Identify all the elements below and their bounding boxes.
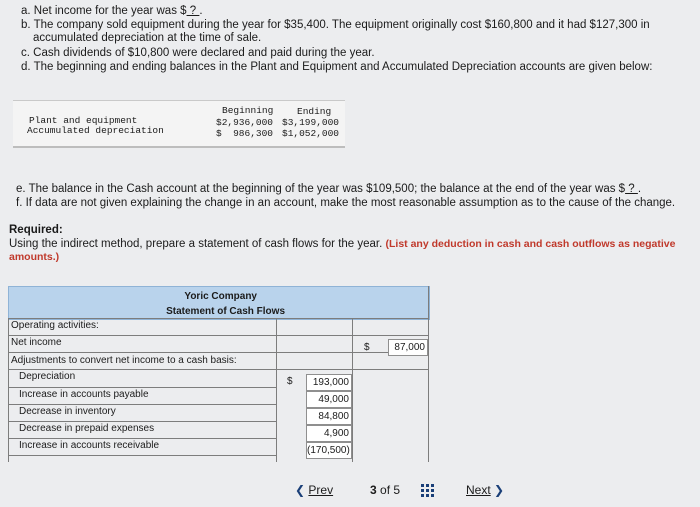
balance-row-ending: $3,199,000 — [282, 117, 340, 128]
statement-header — [8, 286, 430, 320]
question-line-b1: b. The company sold equipment during the year for $35,400. The equipment originally cost $160,800 and it had $127,300 in — [21, 19, 650, 31]
net-income-label: Net income — [11, 337, 62, 348]
grid-icon[interactable] — [421, 484, 434, 497]
chevron-right-icon: ❯ — [494, 483, 505, 497]
next-button[interactable] — [466, 483, 504, 497]
page-current: 3 — [370, 483, 377, 497]
balance-row-label: Plant and equipment — [29, 115, 138, 126]
adjustment-input-depreciation[interactable]: 193,000 — [306, 374, 352, 391]
net-income-blank: ? — [186, 5, 200, 17]
question-line-a: a. Net income for the year was $ ? . — [21, 5, 203, 17]
adjustment-input-inventory[interactable]: 84,800 — [306, 408, 352, 425]
net-income-dollar: $ — [364, 342, 370, 353]
adjustment-label-depreciation: Depreciation — [19, 371, 76, 382]
required-note: (List any deduction in cash and cash outflows as negative — [385, 238, 676, 250]
net-income-input[interactable]: 87,000 — [388, 339, 428, 356]
balance-row-beginning: $2,936,000 — [216, 117, 274, 128]
col-beginning: Beginning — [222, 105, 274, 116]
col-ending: Ending — [297, 106, 332, 117]
page-total: 5 — [393, 483, 401, 497]
company-name: Yoric Company — [184, 291, 257, 302]
prev-label: Prev — [308, 483, 334, 497]
cash-end-blank: ? — [625, 183, 638, 195]
question-line-b2: accumulated depreciation at the time of sale. — [33, 32, 262, 44]
required-note-cont: amounts.) — [9, 251, 60, 263]
question-line-d: d. The beginning and ending balances in the Plant and Equipment and Accumulated Depreciation accounts are given below: — [21, 61, 653, 73]
question-line-c: c. Cash dividends of $10,800 were declared and paid during the year. — [21, 47, 375, 59]
adjustment-label-prepaid: Decrease in prepaid expenses — [19, 423, 155, 434]
prev-button[interactable] — [295, 483, 333, 497]
adjustments-dollar: $ — [287, 376, 293, 387]
operating-activities-label: Operating activities: — [11, 320, 99, 331]
adjustment-label-inventory: Decrease in inventory — [19, 406, 116, 417]
adjustment-input-accounts-payable[interactable]: 49,000 — [306, 391, 352, 408]
required-text: Using the indirect method, prepare a statement of cash flows for the year. (List any deduction in cash and cash outflows as negative — [9, 238, 676, 250]
adjustment-label-accounts-payable: Increase in accounts payable — [19, 389, 149, 400]
next-label: Next — [466, 483, 491, 497]
required-heading: Required: — [9, 224, 63, 236]
balance-row-label: Accumulated depreciation — [27, 125, 164, 136]
balance-row-beginning: $ 986,300 — [216, 128, 274, 139]
page-of: of — [380, 483, 391, 497]
question-line-e: e. The balance in the Cash account at the beginning of the year was $109,500; the balance at the end of the year was $ ? . — [16, 183, 642, 195]
adjustments-label: Adjustments to convert net income to a cash basis: — [11, 355, 237, 366]
adjustment-input-accounts-receivable[interactable]: (170,500) — [306, 442, 352, 459]
balance-row-ending: $1,052,000 — [282, 128, 340, 139]
page-indicator — [370, 483, 400, 497]
adjustment-input-prepaid[interactable]: 4,900 — [306, 425, 352, 442]
chevron-left-icon: ❮ — [295, 483, 306, 497]
question-line-f: f. If data are not given explaining the change in an account, make the most reasonable assumption as to the cause of the change. — [16, 197, 676, 209]
adjustment-label-accounts-receivable: Increase in accounts receivable — [19, 440, 160, 451]
statement-title: Statement of Cash Flows — [166, 306, 285, 317]
